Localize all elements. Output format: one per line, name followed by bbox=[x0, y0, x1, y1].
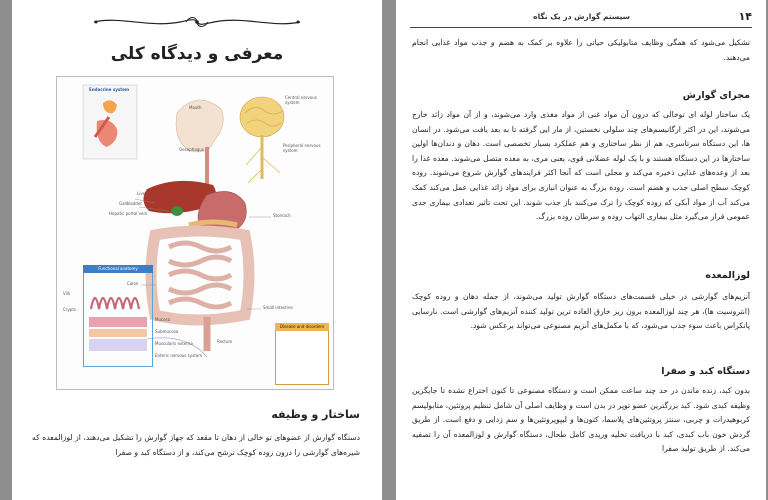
figure-label-pns: Peripheral nervous system bbox=[283, 143, 321, 153]
functional-anatomy-panel bbox=[83, 265, 153, 367]
figure-label-crypts: Crypts bbox=[63, 307, 76, 312]
disease-panel-heading: Disease and disorders bbox=[275, 323, 329, 331]
figure-label-gallbladder: Gallbladder bbox=[119, 201, 143, 206]
figure-label-rectum: Rectum bbox=[217, 339, 233, 344]
section-text-pancreas: آنزیم‌های گوارشی در خیلی قسمت‌های دستگاه گوارش تولید می‌شوند، از جمله دهان و روده کوچک (انتروسیت ها)، هر چند لوزالمعده برون ریز خارق العاده ترین تولید کننده آنزیم‌های گوارشی است. نارسایی پانکراس باعث سوء جذب می‌شود، که با مکمل‌های آنزیم مصنوعی می‌تواند برعکس شود. bbox=[412, 292, 750, 331]
disease-panel bbox=[275, 323, 329, 385]
figure-label-stomach: Stomach bbox=[273, 213, 291, 218]
figure-label-oesophagus: Oesophagus bbox=[179, 147, 204, 152]
left-page bbox=[12, 0, 382, 500]
figure-label-cns: Central nervous system bbox=[285, 95, 317, 105]
section-text-liver: بدون کبد، زنده ماندن در حد چند ساعت ممکن است و دستگاه مصنوعی تا کنون اختراع نشده تا جایگزین وظیفه کبدی شود. کبد بزرگترین عضو توپر در بدن است و وظایف اصلی آن شامل تنظیم پروتئین، متابولیسم کربوهیدرات و چربی، سنتز پروتئین‌های پلاسما، کتون‌ها و لیپوپروتئین‌ها و سم زدایی و دفع است. از طریق گردش خون باب کبدی، کبد با دریافت تخلیه وریدی کامل طحال، دستگاه گوارش و لوزالمعده آن را تصفیه می‌کند. از طریق تولید صفرا bbox=[412, 386, 750, 454]
section-heading-structure: ساختار و وظیفه bbox=[271, 408, 360, 421]
running-header bbox=[410, 10, 752, 28]
figure-label-mouth: Mouth bbox=[189, 105, 202, 110]
figure-label-submucosa: Submucosa bbox=[155, 329, 179, 334]
figure-label-villi: Villi bbox=[63, 291, 71, 296]
functional-anatomy-heading: Functional anatomy bbox=[83, 265, 153, 273]
figure-label-endocrine: Endocrine system bbox=[89, 87, 130, 92]
intro-paragraph: تشکیل می‌شود که همگی وظایف متابولیکی حیاتی را علاوه بر کمک به هضم و جذب مواد غذایی انجام می‌دهند. bbox=[412, 38, 750, 62]
figure-label-small-intestine: Small intestine bbox=[263, 305, 293, 310]
page-number: ۱۴ bbox=[738, 10, 752, 23]
figure-label-portal-vein: Hepatic portal vein bbox=[109, 211, 148, 216]
figure-label-liver: Liver bbox=[137, 191, 147, 196]
section-heading-pancreas: لوزالمعده bbox=[705, 270, 750, 281]
section-text-tract: یک ساختار لوله ای توخالی که درون آن مواد غنی از مواد مغذی وارد می‌شوند، و از آن مواد زائد خارج می‌شوند، این در اکثر ارگانیسم‌های چند سلولی نخستین، از مار ایی گرفته تا به بعد یافت می‌شود. در انسان ها، این دستگاه سرتاسری، هم از نظر ساختاری و هم عملکرد بسیار تخصصی است. دهان و دندان‌ها اولین ساختارها در این دستگاه هستند و با یک لوله عضلانی قوی، یعنی مری، به معده متصل می‌شوند. معده غذا را بعد از وعده‌های غذایی ذخیره می‌کند و محلی است که آنجا اکثر فرایندهای گوارش شروع می‌شوند. روده کوچک سطح اصلی جذب و هضم است. روده بزرگ به عنوان انباری برای مواد زائد غذایی عمل می‌کند کمک می‌کند آب از مواد آبکی که روده کوچک را ترک می‌کنند باز جذب شوند. این تحت تاثیر تعدادی بیماری جدی عمومی قرار می‌گیرد مثل بیماری التهاب روده و سرطان روده بزرگ. bbox=[412, 110, 750, 222]
figure-label-mucosa: Mucosa bbox=[155, 317, 171, 322]
ornament-flourish-icon bbox=[90, 14, 304, 30]
figure-label-enteric-ns: Enteric nervous system bbox=[155, 353, 203, 358]
digestive-system-figure bbox=[56, 76, 334, 390]
right-page bbox=[396, 0, 766, 500]
figure-label-colon: Colon bbox=[127, 281, 139, 286]
body-text-structure: دستگاه گوارش از عضوهای تو خالی از دهان تا مقعد که جهاز گوارش را تشکیل می‌دهند، از لوزالمعده که شیره‌های گوارشی را درون روده کوچک ترشح می‌کند، و از دستگاه کبد و صفرا bbox=[32, 433, 360, 457]
section-heading-liver: دستگاه کبد و صفرا bbox=[661, 366, 750, 377]
chapter-title: معرفی و دیدگاه کلی bbox=[110, 44, 284, 64]
running-title: سیستم گوارش در یک نگاه bbox=[533, 12, 630, 21]
section-heading-tract: مجرای گوارش bbox=[682, 90, 750, 101]
figure-label-muscularis: Muscularis externa bbox=[155, 341, 193, 346]
